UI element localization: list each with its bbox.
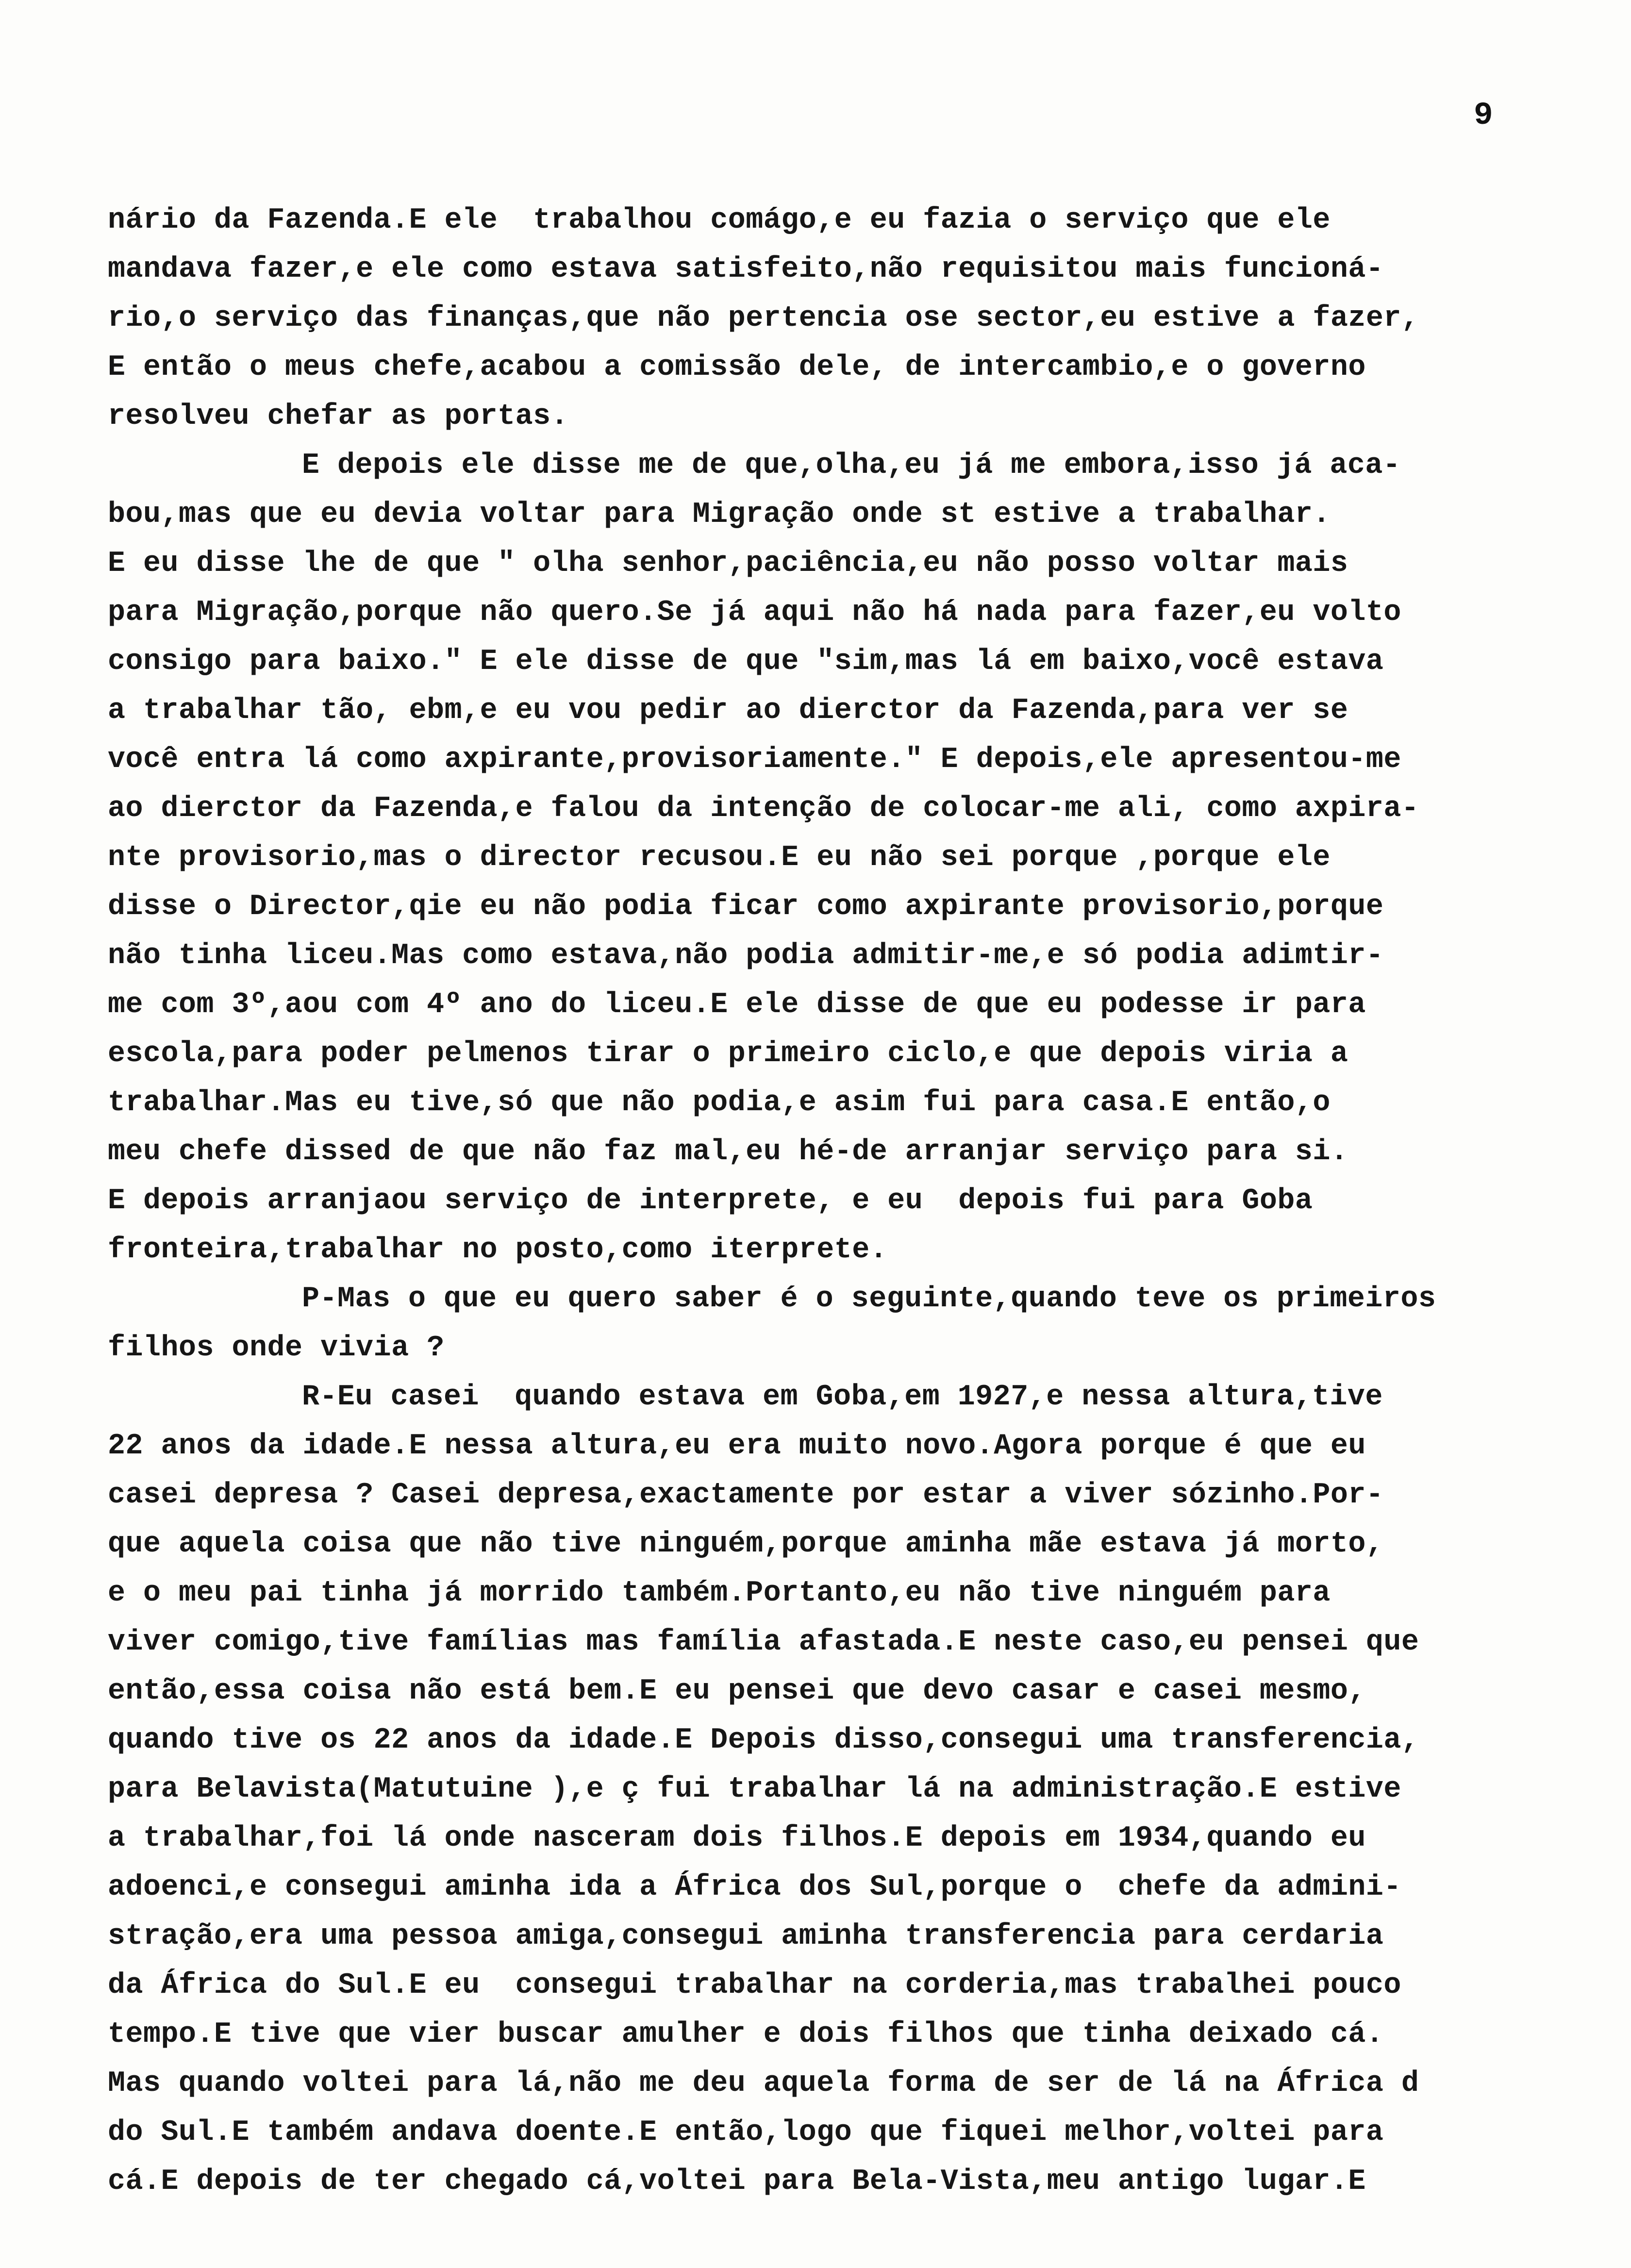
text-line: filhos onde vivia ? <box>108 1332 445 1365</box>
text-line: e o meu pai tinha já morrido também.Portanto,eu não tive ninguém para <box>108 1577 1331 1610</box>
text-line: cá.E depois de ter chegado cá,voltei para Bela-Vista,meu antigo lugar.E <box>108 2165 1366 2198</box>
text-line: fronteira,trabalhar no posto,como iterprete. <box>108 1234 888 1267</box>
text-line: para Belavista(Matutuine ),e ç fui trabalhar lá na administração.E estive <box>108 1773 1401 1806</box>
text-line: do Sul.E também andava doente.E então,logo que fiquei melhor,voltei para <box>108 2116 1384 2149</box>
text-line: stração,era uma pessoa amiga,consegui aminha transferencia para cerdaria <box>108 1920 1384 1953</box>
text-line: rio,o serviço das finanças,que não pertencia ose sector,eu estive a fazer, <box>108 302 1419 335</box>
text-line: você entra lá como axpirante,provisoriamente." E depois,ele apresentou-me <box>108 743 1401 776</box>
text-line: nte provisorio,mas o director recusou.E eu não sei porque ,porque ele <box>108 841 1331 874</box>
text-line: quando tive os 22 anos da idade.E Depois disso,consegui uma transferencia, <box>108 1724 1419 1757</box>
text-line: a trabalhar,foi lá onde nasceram dois filhos.E depois em 1934,quando eu <box>108 1822 1366 1855</box>
text-line: E então o meus chefe,acabou a comissão dele, de intercambio,e o governo <box>108 351 1366 384</box>
text-line: casei depresa ? Casei depresa,exactamente por estar a viver sózinho.Por- <box>108 1479 1384 1512</box>
text-line: nário da Fazenda.E ele trabalhou comágo,e eu fazia o serviço que ele <box>108 204 1331 237</box>
text-line: ao dierctor da Fazenda,e falou da intenção de colocar-me ali, como axpira- <box>108 792 1419 825</box>
text-line: E eu disse lhe de que " olha senhor,paciência,eu não posso voltar mais <box>108 547 1348 580</box>
text-line: meu chefe dissed de que não faz mal,eu hé-de arranjar serviço para si. <box>108 1135 1348 1168</box>
text-line: E depois arranjaou serviço de interprete, e eu depois fui para Goba <box>108 1184 1313 1217</box>
text-line: R-Eu casei quando estava em Goba,em 1927,e nessa altura,tive <box>302 1381 1383 1414</box>
text-line: E depois ele disse me de que,olha,eu já me embora,isso já aca- <box>302 449 1401 482</box>
text-line: me com 3º,aou com 4º ano do liceu.E ele disse de que eu podesse ir para <box>108 988 1366 1021</box>
text-line: bou,mas que eu devia voltar para Migração onde st estive a trabalhar. <box>108 498 1331 531</box>
text-line: disse o Director,qie eu não podia ficar como axpirante provisorio,porque <box>108 890 1384 923</box>
text-line: mandava fazer,e ele como estava satisfeito,não requisitou mais funcioná- <box>108 253 1384 286</box>
text-line: da África do Sul.E eu consegui trabalhar na corderia,mas trabalhei pouco <box>108 1969 1401 2002</box>
text-line: trabalhar.Mas eu tive,só que não podia,e asim fui para casa.E então,o <box>108 1086 1331 1119</box>
text-line: consigo para baixo." E ele disse de que "sim,mas lá em baixo,você estava <box>108 645 1384 678</box>
text-line: então,essa coisa não está bem.E eu pensei que devo casar e casei mesmo, <box>108 1675 1366 1708</box>
text-line: 22 anos da idade.E nessa altura,eu era muito novo.Agora porque é que eu <box>108 1430 1366 1463</box>
text-line: resolveu chefar as portas. <box>108 400 569 433</box>
text-line: adoenci,e consegui aminha ida a África dos Sul,porque o chefe da admini- <box>108 1871 1401 1904</box>
text-line: P-Mas o que eu quero saber é o seguinte,quando teve os primeiros <box>302 1283 1436 1316</box>
text-line: que aquela coisa que não tive ninguém,porque aminha mãe estava já morto, <box>108 1528 1384 1561</box>
text-line: tempo.E tive que vier buscar amulher e dois filhos que tinha deixado cá. <box>108 2018 1384 2051</box>
text-line: escola,para poder pelmenos tirar o primeiro ciclo,e que depois viria a <box>108 1037 1348 1070</box>
text-line: a trabalhar tão, ebm,e eu vou pedir ao dierctor da Fazenda,para ver se <box>108 694 1348 727</box>
text-line: não tinha liceu.Mas como estava,não podia admitir-me,e só podia adimtir- <box>108 939 1384 972</box>
text-line: Mas quando voltei para lá,não me deu aquela forma de ser de lá na África d <box>108 2067 1419 2100</box>
text-line: para Migração,porque não quero.Se já aqui não há nada para fazer,eu volto <box>108 596 1401 629</box>
text-line: viver comigo,tive famílias mas família afastada.E neste caso,eu pensei que <box>108 1626 1419 1659</box>
page-number: 9 <box>1474 97 1493 133</box>
body-text <box>108 196 1583 2206</box>
